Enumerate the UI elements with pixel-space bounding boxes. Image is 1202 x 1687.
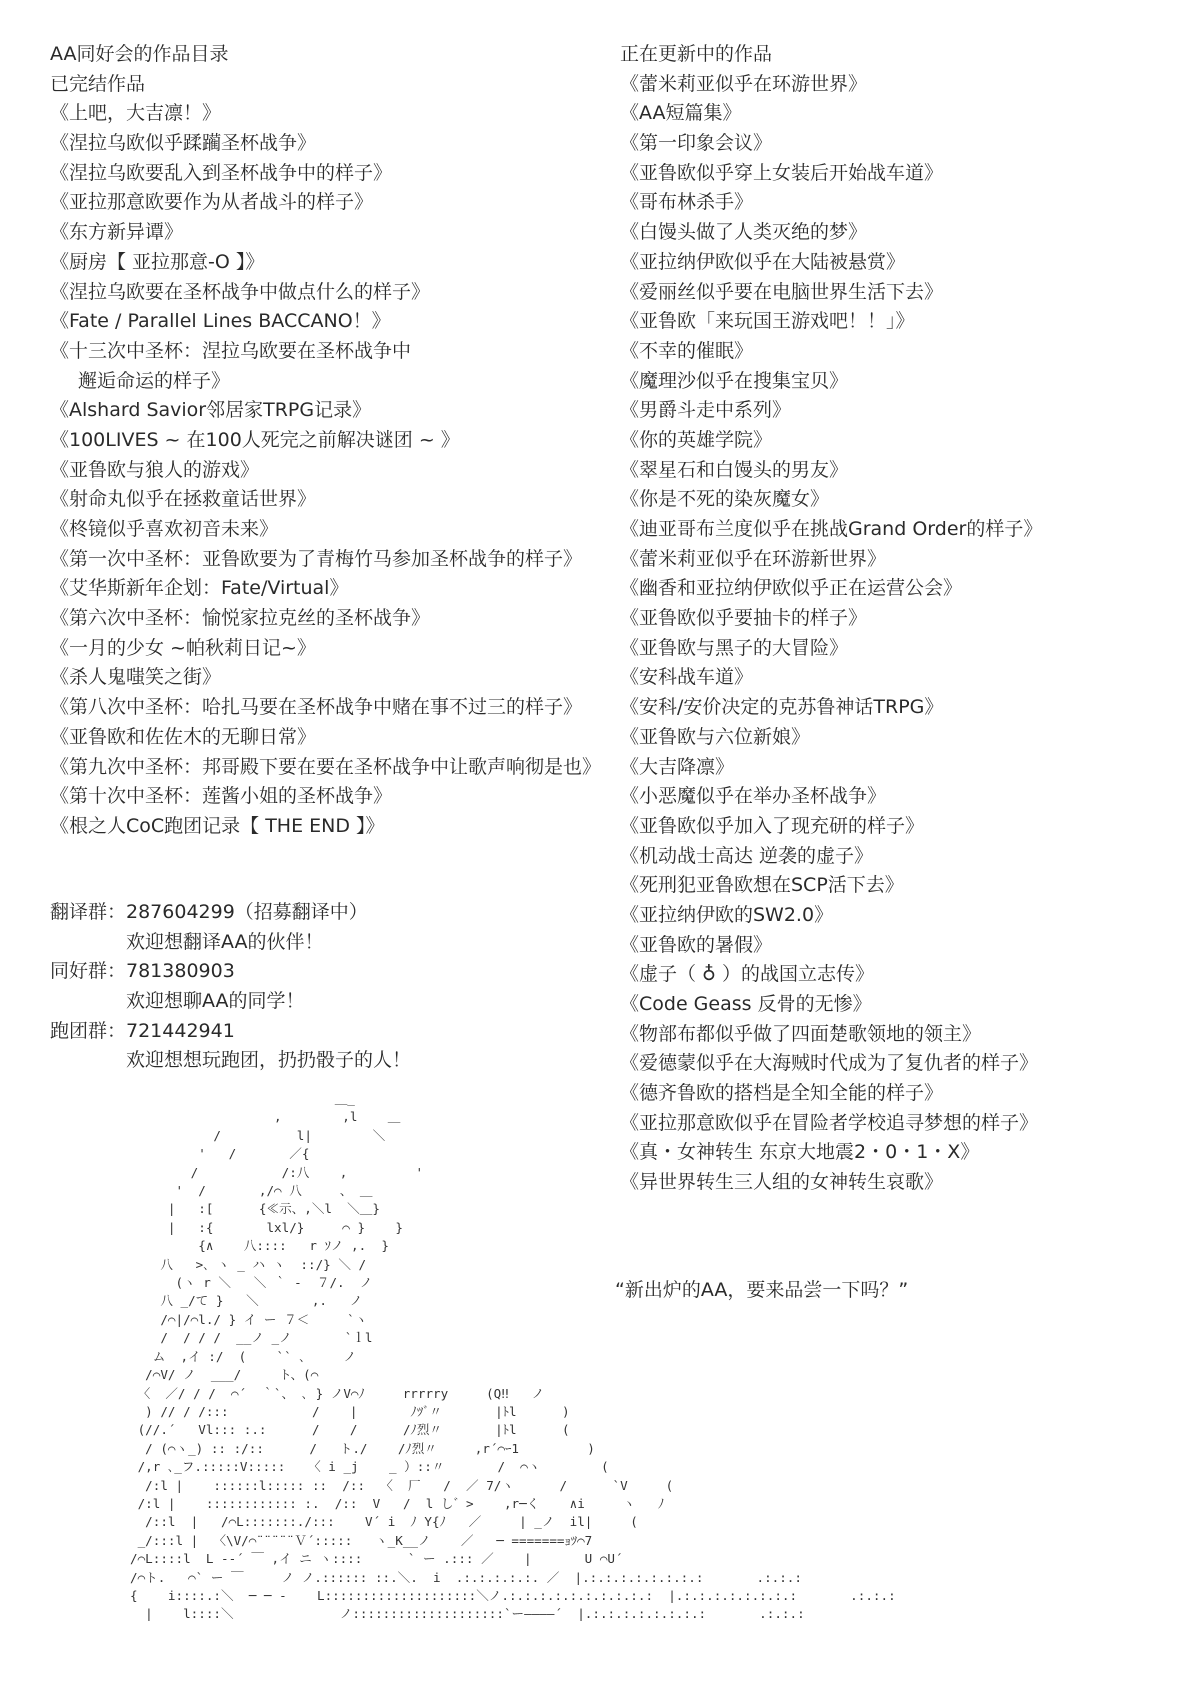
work-title: 《十三次中圣杯：涅拉乌欧要在圣杯战争中 (50, 339, 412, 362)
work-title: 《Alshard Savior邻居家TRPG记录》 (50, 399, 372, 422)
work-title: 《亚鲁欧与六位新娘》 (620, 725, 811, 748)
work-title-continuation: 邂逅命运的样子》 (78, 369, 231, 392)
work-title: 《机动战士高达 逆袭的虚子》 (620, 844, 874, 867)
work-title: 《Fate / Parallel Lines BACCANO！》 (50, 310, 391, 333)
work-title: 《射命丸似乎在拯救童话世界》 (50, 488, 317, 511)
work-title: 《物部布都似乎做了四面楚歌领地的领主》 (620, 1022, 982, 1045)
work-title: 《白馒头做了人类灭绝的梦》 (620, 221, 868, 244)
work-title: 《亚鲁欧的暑假》 (620, 933, 773, 956)
work-title: 《翠星石和白馒头的男友》 (620, 458, 849, 481)
group-number: 721442941 (126, 1019, 235, 1042)
group-contacts (50, 898, 610, 1076)
group-note: 欢迎想想玩跑团，扔扔骰子的人！ (126, 1049, 412, 1072)
work-title: 《亚鲁欧似乎要抽卡的样子》 (620, 607, 868, 630)
group-label: 跑团群： (50, 1019, 127, 1042)
work-title: 《哥布林杀手》 (620, 191, 754, 214)
work-title: 《异世界转生三人组的女神转生哀歌》 (620, 1171, 944, 1194)
work-title: 《安科战车道》 (620, 666, 754, 689)
group-number: 287604299（招募翻译中） (126, 901, 368, 923)
translation-group-row (50, 898, 610, 928)
trpg-group-row (50, 1017, 610, 1047)
work-title: 《一月的少女 ~帕秋莉日记~》 (50, 636, 316, 659)
work-title: 《亚鲁欧与黑子的大冒险》 (620, 636, 849, 659)
translation-group-note-row (50, 928, 610, 958)
work-title: 《迪亚哥布兰度似乎在挑战Grand Order的样子》 (620, 518, 1043, 540)
work-title: 《虚子（ ♁ ）的战国立志传》 (620, 963, 874, 986)
fan-group-note-row (50, 987, 610, 1017)
work-title: 《柊镜似乎喜欢初音未来》 (50, 518, 279, 540)
trpg-group-note-row (50, 1046, 610, 1076)
work-title: 《第十次中圣杯：莲酱小姐的圣杯战争》 (50, 785, 393, 808)
completed-works-column (50, 40, 610, 842)
group-number: 781380903 (126, 960, 235, 983)
ongoing-works-column (620, 40, 1180, 1198)
work-title: 《不幸的催眠》 (620, 339, 754, 362)
work-title: 《爱丽丝似乎要在电脑世界生活下去》 (620, 280, 944, 303)
work-title: 《安科/安价决定的克苏鲁神话TRPG》 (620, 696, 944, 719)
work-title: 《大吉降凛》 (620, 755, 735, 778)
work-title: 《你是不死的染灰魔女》 (620, 488, 830, 511)
group-label: 同好群： (50, 960, 127, 983)
work-title: 《小恶魔似乎在举办圣杯战争》 (620, 785, 887, 808)
work-title: 《亚拉纳伊欧似乎在大陆被悬赏》 (620, 250, 906, 273)
work-title: 《你的英雄学院》 (620, 428, 773, 451)
work-title: 《蕾米莉亚似乎在环游世界》 (620, 72, 868, 95)
work-title: 《爱德蒙似乎在大海贼时代成为了复仇者的样子》 (620, 1052, 1039, 1075)
work-title: 《蕾米莉亚似乎在环游新世界》 (620, 547, 887, 570)
work-title: 《涅拉乌欧似乎蹂躏圣杯战争》 (50, 132, 317, 155)
work-title: 《100LIVES ~ 在100人死完之前解决谜团 ~ 》 (50, 428, 460, 451)
work-title: 《真・女神转生 东京大地震2・0・1・X》 (620, 1141, 980, 1164)
work-title: 《亚鲁欧似乎穿上女装后开始战车道》 (620, 161, 944, 184)
speech-line: “新出炉的AA，要来品尝一下吗？” (615, 1279, 909, 1301)
work-title: 《涅拉乌欧要乱入到圣杯战争中的样子》 (50, 161, 393, 184)
work-title: 《杀人鬼嗤笑之街》 (50, 666, 222, 689)
work-title: 《第一印象会议》 (620, 132, 773, 155)
group-note: 欢迎想翻译AA的伙伴！ (126, 930, 324, 953)
completed-subheading: 已完结作品 (50, 72, 146, 95)
work-title: 《亚拉那意欧似乎在冒险者学校追寻梦想的样子》 (620, 1111, 1039, 1134)
group-note: 欢迎想聊AA的同学！ (126, 990, 305, 1013)
fan-group-row (50, 957, 610, 987)
work-title: 《亚鲁欧似乎加入了现充研的样子》 (620, 814, 925, 837)
ascii-art-illustration: ＿_ , ,l ＿ / l| ＼ ' / ／{ / /:八 , ' ' / ,/⌒ 八 、 ＿ | :[ {≪示、,＼l ＼＿} | :{ lxl/} ⌒ } } {∧ 八:::: r ｿノ ,. } 八 >､ ヽ _ ハ ヽ ::/} ＼ / (ヽ r ＼ ＼ ｀ - ７/. ノ 八 _/て } ＼ ,. ノ /⌒|/⌒l./ } イ ー ７＜ `ヽ / / / / __ノ _ノ `ｌl ム ,イ :/ ( `` ､ ノ /⌒V/ ノ ___/ ト、(⌒ 〈 ／/ / / ⌒´ ｀`、 ､ } ノV⌒ﾉ rrrrry (Q‼ ノ ) // / /::: / | ﾉﾂﾞ〃 |ﾄl ) (//.´ Vl::: :.: / / /ﾉ烈〃 |ﾄl ( / (⌒ヽ_) :: :/:: / ト./ /ﾉ烈〃 ,r´⌒ｰ1 ) /,r ､_フ.:::::V::::: 〈 i _j _ ）::〃 / ⌒ヽ ( /:l | ::::::l::::: :: /:: 〈 厂 / ／ 7/ヽ / `V ( /:l | :::::::::::: :. /:: V / l し゛> ,r─く ∧i ヽ ﾉ /::l | /⌒L:::::::./::: V´ i ﾉ Y{ﾉ ／ | _ノ il| ( _/:::l | 〈\V/⌒¨¨¨¨¨Ｖ´::::: ヽ_K__ノ ／ ─ =======ｮﾂ⌒7 /⌒L::::l L -‐´ ￣ ,イ ニ ヽ:::: ` ー .::: ／ | U ⌒U´ /⌒ト. ⌒` ー ￣ ノ ノ.:::::: ::.＼. i .:.:.:.:.:. ／ |.:.:.:.:.:.:.:.: .:.:.: { i::::.:＼ ─ ─ ‐ L::::::::::::::::::::＼ノ.:.:.:.:.:.:.:.:.:.: |.:.:.:.:.:.:.:.: .:.:.: | l::::＼ ノ::::::::::::::::::::`ー――――´ |.:.:.:.:.:.:.:.: .:.:.: (130, 1091, 896, 1622)
work-title: 《Code Geass 反骨的无惨》 (620, 993, 872, 1015)
group-label: 翻译群： (50, 901, 127, 923)
work-title: 《AA短篇集》 (620, 102, 742, 125)
work-title: 《第六次中圣杯：愉悦家拉克丝的圣杯战争》 (50, 607, 431, 630)
work-title: 《涅拉乌欧要在圣杯战争中做点什么的样子》 (50, 280, 431, 303)
catalog-heading: AA同好会的作品目录 (50, 43, 229, 65)
work-title: 《男爵斗走中系列》 (620, 399, 792, 422)
work-title: 《德齐鲁欧的搭档是全知全能的样子》 (620, 1082, 944, 1105)
work-title: 《第九次中圣杯：邦哥殿下要在要在圣杯战争中让歌声响彻是也》 (50, 755, 602, 778)
work-title: 《亚鲁欧与狼人的游戏》 (50, 458, 260, 481)
work-title: 《东方新异谭》 (50, 221, 184, 244)
work-title: 《亚拉那意欧要作为从者战斗的样子》 (50, 191, 374, 214)
work-title: 《亚鲁欧「来玩国王游戏吧！！」》 (620, 310, 915, 333)
work-title: 《根之人CoC跑团记录【 THE END 】》 (50, 814, 385, 837)
work-title: 《死刑犯亚鲁欧想在SCP活下去》 (620, 874, 904, 897)
work-title: 《厨房【 亚拉那意-O 】》 (50, 250, 265, 273)
work-title: 《亚鲁欧和佐佐木的无聊日常》 (50, 725, 317, 748)
work-title: 《上吧，大吉凛！》 (50, 102, 222, 125)
work-title: 《魔理沙似乎在搜集宝贝》 (620, 369, 849, 392)
work-title: 《第一次中圣杯：亚鲁欧要为了青梅竹马参加圣杯战争的样子》 (50, 547, 583, 570)
work-title: 《第八次中圣杯：哈扎马要在圣杯战争中赌在事不过三的样子》 (50, 696, 583, 719)
work-title: 《亚拉纳伊欧的SW2.0》 (620, 903, 834, 926)
ongoing-heading: 正在更新中的作品 (620, 43, 773, 65)
work-title: 《艾华斯新年企划：Fate/Virtual》 (50, 577, 349, 600)
work-title: 《幽香和亚拉纳伊欧似乎正在运营公会》 (620, 577, 963, 600)
